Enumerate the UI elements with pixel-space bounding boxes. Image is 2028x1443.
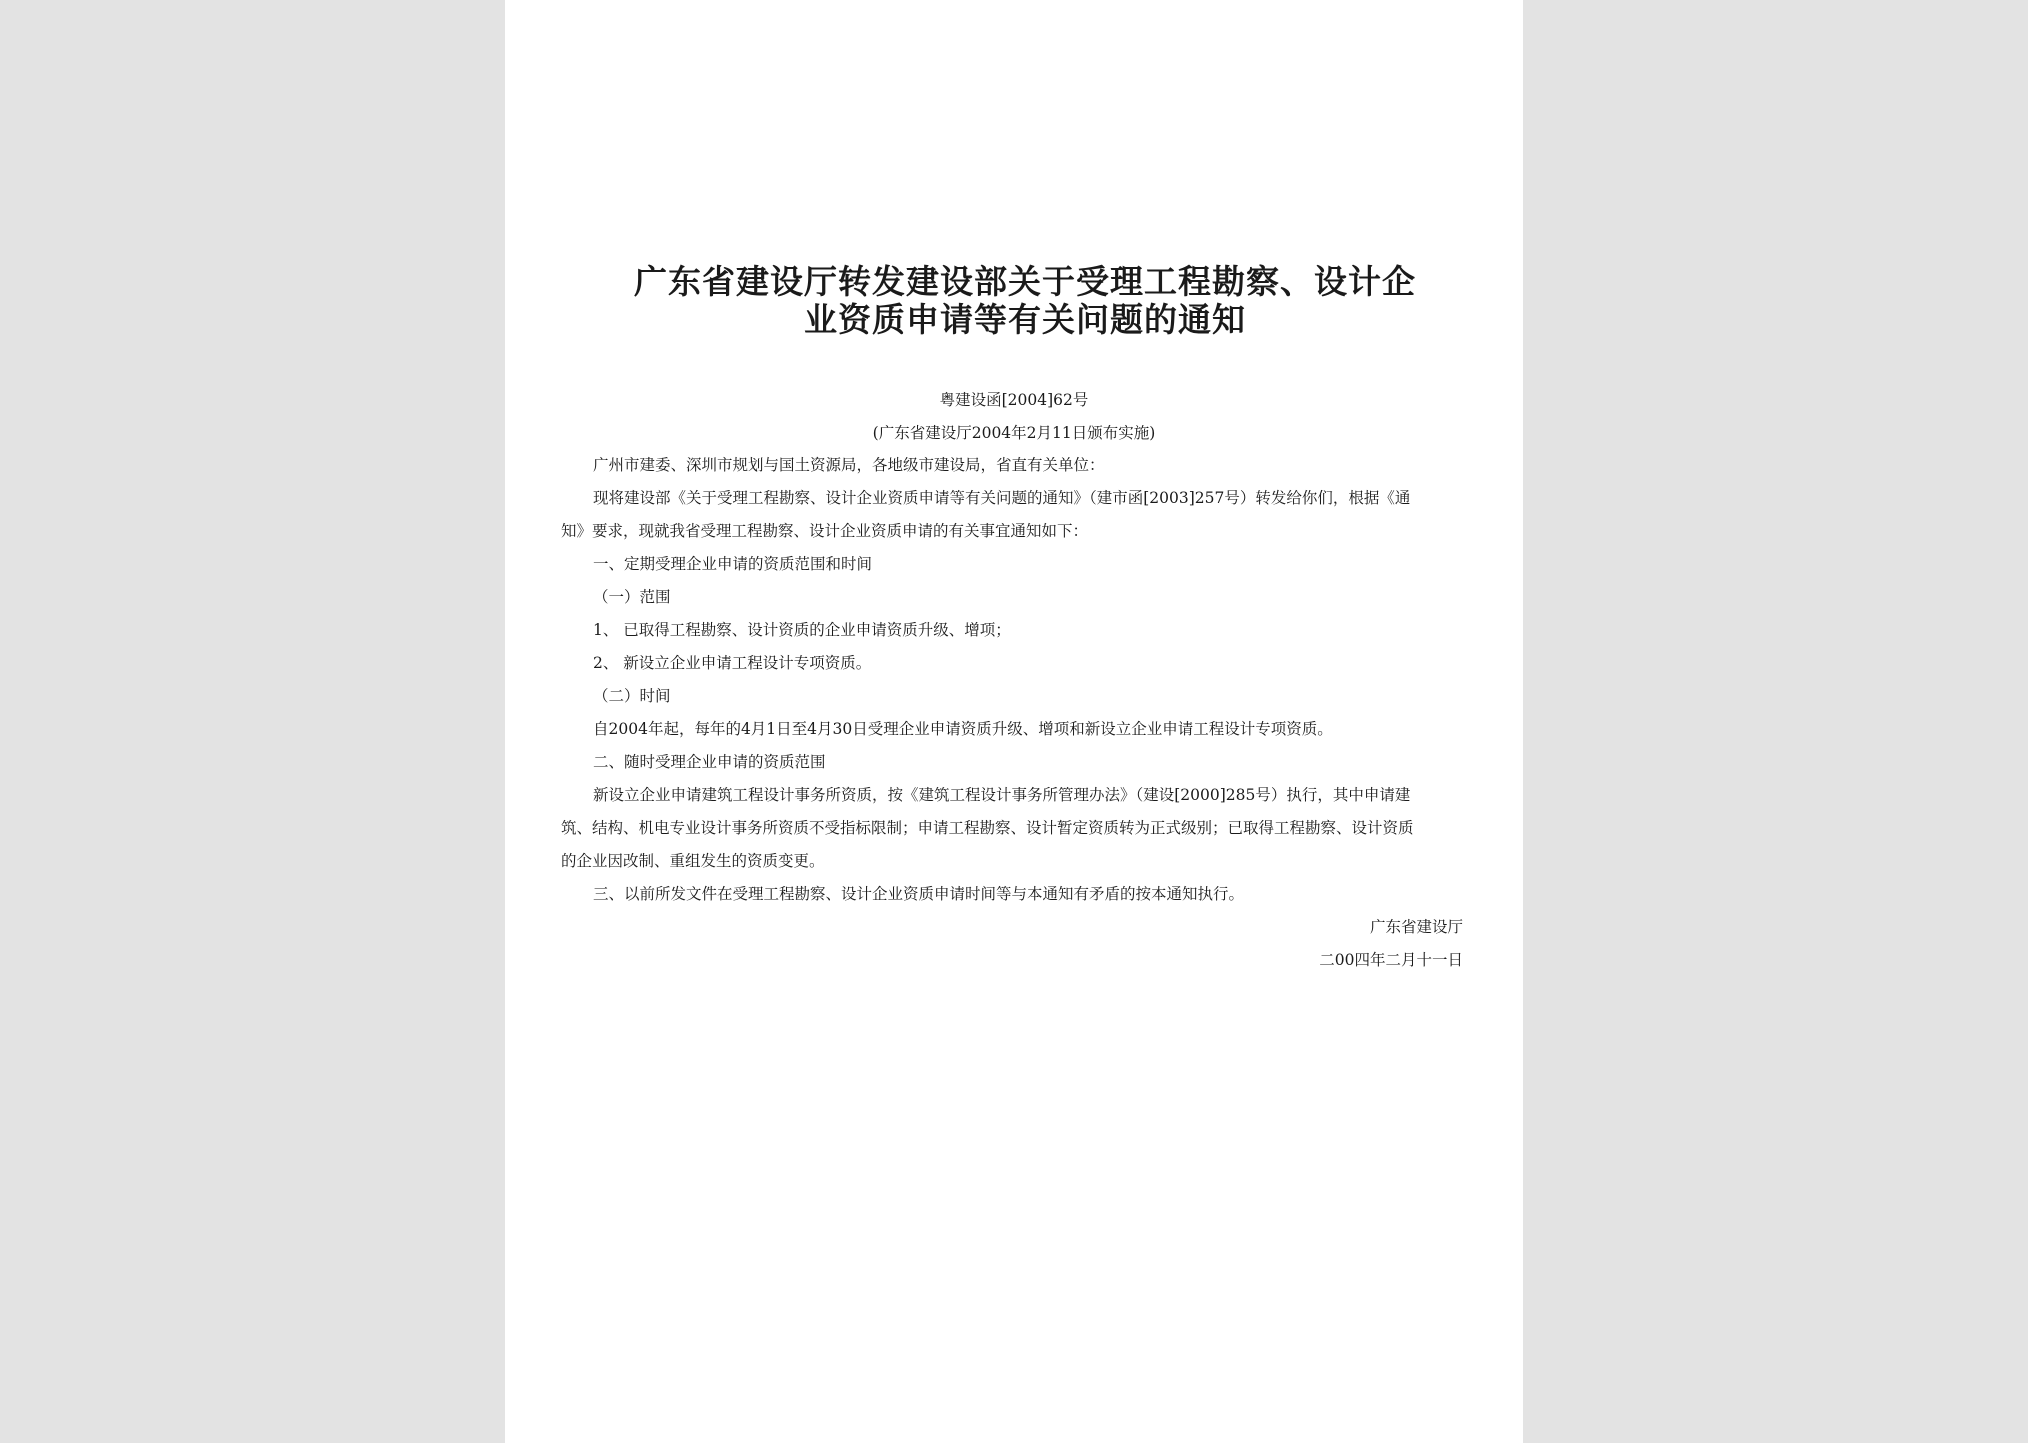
addressees: 广州市建委、深圳市规划与国土资源局，各地级市建设局，省直有关单位：: [593, 456, 1105, 474]
signature-date: 二00四年二月十一日: [1319, 951, 1463, 969]
list-item-2: 2、 新设立企业申请工程设计专项资质。: [593, 654, 872, 672]
section1-heading: 一、定期受理企业申请的资质范围和时间: [593, 555, 873, 573]
section2-paragraph-line1: 新设立企业申请建筑工程设计事务所资质，按《建筑工程设计事务所管理办法》（建设[2000]285号）执行，其中申请建: [593, 786, 1411, 804]
section3-paragraph: 三、以前所发文件在受理工程勘察、设计企业资质申请时间等与本通知有矛盾的按本通知执行。: [593, 885, 1245, 903]
time-paragraph: 自2004年起，每年的4月1日至4月30日受理企业申请资质升级、增项和新设立企业申请工程设计专项资质。: [593, 720, 1333, 738]
section2-heading: 二、随时受理企业申请的资质范围: [593, 753, 826, 771]
issue-note: (广东省建设厅2004年2月11日颁布实施): [872, 424, 1156, 442]
signature-organization: 广东省建设厅: [1369, 918, 1463, 936]
document-page: [505, 0, 1523, 1443]
intro-paragraph-line2: 知》要求，现就我省受理工程勘察、设计企业资质申请的有关事宜通知如下：: [561, 522, 1089, 540]
document-number: 粤建设函[2004]62号: [939, 391, 1089, 409]
section2-paragraph-line2: 筑、结构、机电专业设计事务所资质不受指标限制；申请工程勘察、设计暂定资质转为正式级别；已取得工程勘察、设计资质: [561, 819, 1414, 837]
list-item-1: 1、 已取得工程勘察、设计资质的企业申请资质升级、增项；: [593, 621, 1011, 639]
section2-paragraph-line3: 的企业因改制、重组发生的资质变更。: [561, 852, 825, 870]
sub1-heading: （一）范围: [593, 588, 671, 606]
sub2-heading: （二）时间: [593, 687, 671, 705]
document-title-line1: 广东省建设厅转发建设部关于受理工程勘察、设计企: [634, 262, 1416, 301]
document-title-line2: 业资质申请等有关问题的通知: [804, 300, 1246, 339]
intro-paragraph-line1: 现将建设部《关于受理工程勘察、设计企业资质申请等有关问题的通知》（建市函[2003]257号）转发给你们，根据《通: [593, 489, 1411, 507]
